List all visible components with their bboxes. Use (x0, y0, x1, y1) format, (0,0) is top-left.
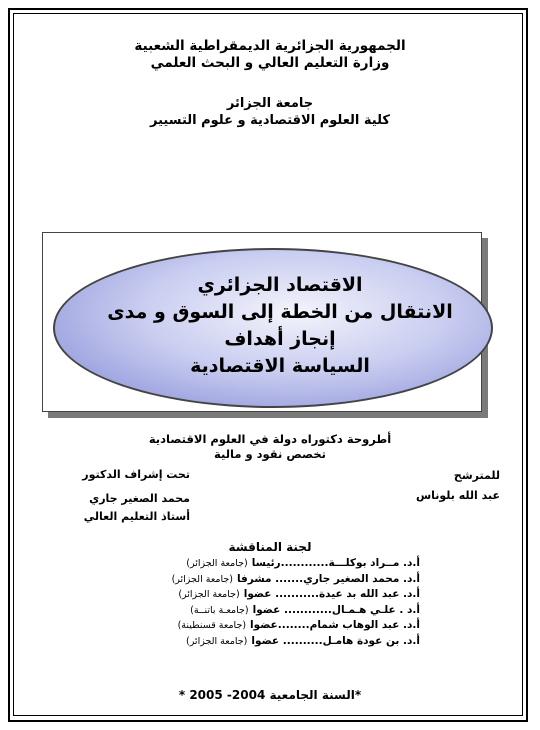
supervisor-block (40, 466, 190, 526)
academic-year: *السنة الجامعية 2004- 2005 * (178, 688, 362, 702)
jury-member-name: أ.د. محمد الصغير جاري....... مشرفا (236, 572, 420, 585)
supervisor-label: تحت إشراف الدكتور (82, 468, 190, 481)
thesis-type: أطروحة دكتوراه دولة في العلوم الاقتصادية (148, 432, 392, 446)
thesis-title (100, 272, 460, 380)
thesis-info (120, 432, 420, 462)
jury-member (130, 634, 420, 650)
jury-member (130, 556, 420, 572)
candidate-block (350, 466, 500, 506)
jury-member-university: (جامعة الجزائر) (171, 573, 233, 585)
jury-member-name: أ.د. بن عودة هامـل.......... عضوا (251, 634, 420, 647)
ministry-header (30, 38, 510, 72)
university-header (30, 95, 510, 129)
faculty-name: كلية العلوم الاقتصادية و علوم التسيير (150, 113, 390, 128)
jury-member-name: أ.د. عبد الوهاب شمام........عضوا (250, 619, 420, 631)
jury-member-name: أ.د . علـي هـمـال............ عضوا (252, 603, 420, 616)
thesis-specialty: تخصص نقود و مالية (214, 447, 326, 461)
jury-member-university: (جامعـة باتنــة) (190, 604, 249, 616)
jury-member-university: (جامعة الجزائر) (186, 558, 248, 569)
jury-member (130, 572, 420, 588)
candidate-name: عبد الله بلوناس (415, 489, 500, 502)
jury-member (130, 587, 420, 603)
supervisor-name: محمد الصغير جاري (89, 492, 190, 505)
jury-member-name: أ.د. مــراد بوكلـــة............رئيسا (251, 557, 420, 569)
jury-member-university: (جامعة الجزائر) (185, 635, 248, 647)
title-line-3: السياسة الاقتصادية (190, 355, 370, 377)
university-name: جامعة الجزائر (226, 96, 314, 111)
ministry-name: وزارة التعليم العالي و البحث العلمي (150, 55, 390, 71)
jury-member-name: أ.د. عبد الله بد عيدة........... عضوا (243, 588, 420, 600)
republic-name: الجمهورية الجزائرية الديمقراطية الشعبية (134, 38, 406, 54)
jury-member (130, 603, 420, 619)
jury-list (130, 556, 420, 649)
jury-member-university: (جامعة الجزائر) (178, 589, 240, 600)
jury-title: لجنة المناقشة (228, 540, 312, 554)
title-line-2: الانتقال من الخطة إلى السوق و مدى إنجاز أهداف (107, 301, 453, 350)
jury-member (130, 618, 420, 634)
title-line-1: الاقتصاد الجزائري (197, 274, 363, 296)
candidate-label: للمترشح (453, 469, 500, 482)
supervisor-rank: أستاذ التعليم العالي (83, 510, 190, 523)
jury-member-university: (جامعة قسنطينة) (177, 620, 247, 631)
